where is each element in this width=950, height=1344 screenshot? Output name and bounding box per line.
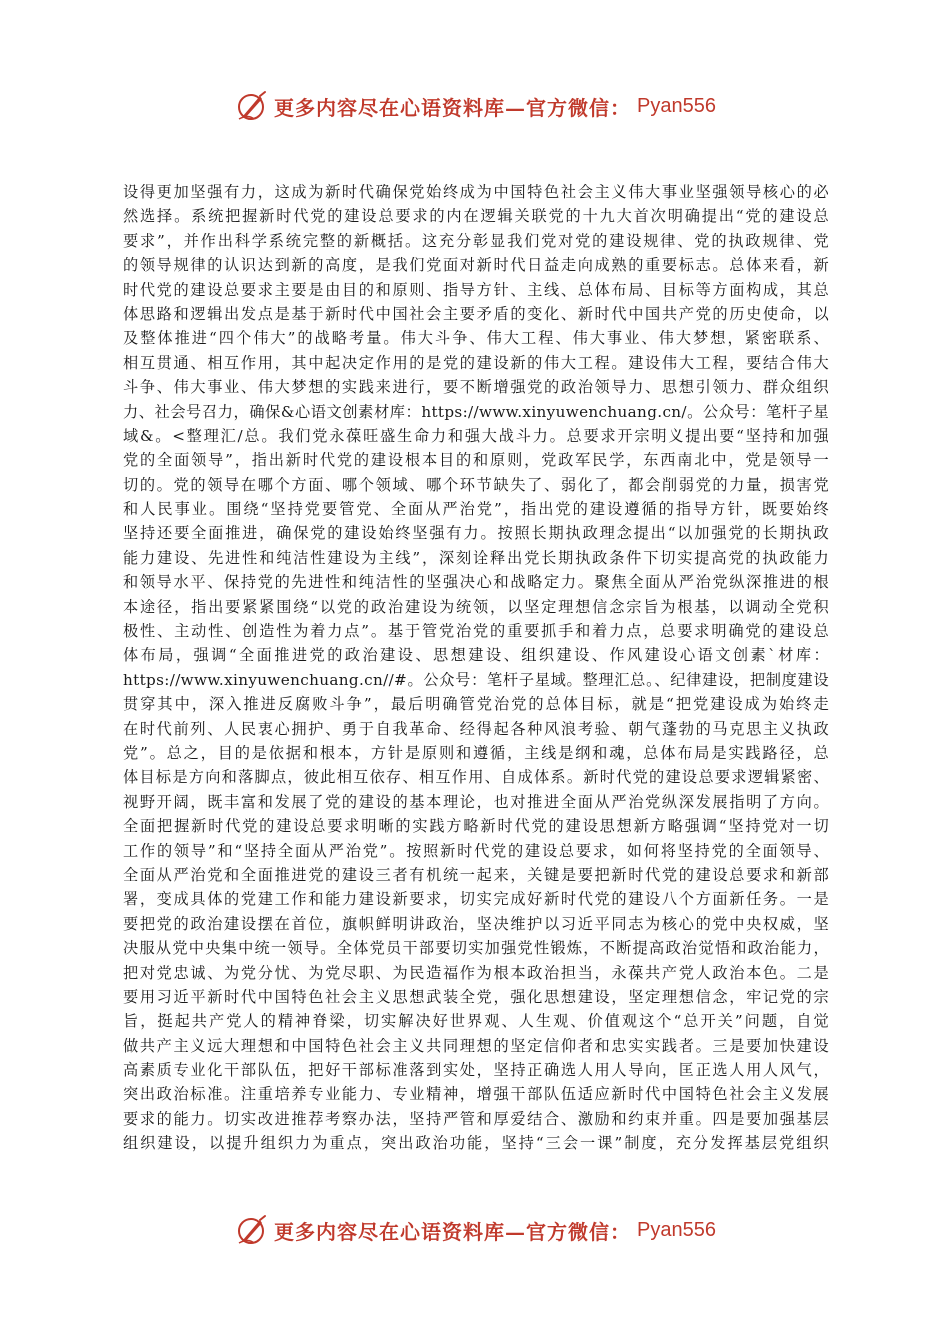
body-text-line: 和领导水平、保持党的先进性和纯洁性的坚强决心和战略定力。聚焦全面从严治党纵深推进的根 [123,573,829,592]
body-text-line: 本途径，指出要紧紧围绕“以党的政治建设为统领，以坚定理想信念宗旨为根基，以调动全党积 [123,597,829,616]
body-text-line: 能力建设、先进性和纯洁性建设为主线”，深刻诠释出党长期执政条件下切实提高党的执政能力 [123,548,829,567]
body-text-line: 要用习近平新时代中国特色社会主义思想武装全党，强化思想建设，坚定理想信念，牢记党的宗 [123,987,829,1006]
body-text-line: 力、社会号召力，确保&心语文创素材库：https://www.xinyuwenchuang.cn/。公众号：笔杆子星 [123,402,829,421]
body-text-line: 体目标是方向和落脚点，彼此相互依存、相互作用、自成体系。新时代党的建设总要求逻辑紧密、 [123,768,829,787]
body-text-line: 坚持还要全面推进，确保党的建设始终坚强有力。按照长期执政理念提出“以加强党的长期执政 [123,524,829,543]
watermark-text: 更多内容尽在心语资料库—官方微信： [274,1219,632,1244]
body-text-line: 突出政治标准。注重培养专业能力、专业精神，增强干部队伍适应新时代中国特色社会主义发展 [123,1085,829,1104]
body-text-line: 要求”，并作出科学系统完整的新概括。这充分彰显我们党对党的建设规律、党的执政规律、党 [123,231,829,250]
body-text-line: 贯穿其中，深入推进反腐败斗争”，最后明确管党治党的总体目标，就是“把党建设成为始终走 [123,695,829,714]
body-text-line: 全面从严治党和全面推进党的建设三者有机统一起来，关键是要把新时代党的建设总要求和新部 [123,865,829,884]
body-text-line: 然选择。系统把握新时代党的建设总要求的内在逻辑关联党的十九大首次明确提出“党的建设总 [123,207,829,226]
body-text-line: 体布局，强调“全面推进党的政治建设、思想建设、组织建设、作风建设心语文创素`材库： [123,646,829,665]
body-text-line: 高素质专业化干部队伍，把好干部标准落到实处，坚持正确选人用人导向，匡正选人用人风气， [123,1061,829,1080]
footer-watermark-banner [0,1210,950,1250]
body-text-line: 时代党的建设总要求主要是由目的和原则、指导方针、主线、总体布局、目标等方面构成，其总 [123,280,829,299]
body-text-line: https://www.xinyuwenchuang.cn//#。公众号：笔杆子星域。整理汇总。、纪律建设，把制度建设 [123,670,829,689]
quill-pen-logo-icon [234,89,268,123]
body-text-line: 斗争、伟大事业、伟大梦想的实践来进行，要不断增强党的政治领导力、思想引领力、群众组织 [123,378,829,397]
body-text-line: 切的。党的领导在哪个方面、哪个领域、哪个环节缺失了、弱化了，都会削弱党的力量，损害党 [123,475,829,494]
body-text-line: 党”。总之，目的是依据和根本，方针是原则和遵循，主线是纲和魂，总体布局是实践路径，总 [123,743,829,762]
body-text-line: 和人民事业。围绕“坚持党要管党、全面从严治党”，指出党的建设遵循的指导方针，既要始终 [123,500,829,519]
body-text-line: 旨，挺起共产党人的精神脊梁，切实解决好世界观、人生观、价值观这个“总开关”问题，自觉 [123,1012,829,1031]
body-text-line: 要把党的政治建设摆在首位，旗帜鲜明讲政治，坚决维护以习近平同志为核心的党中央权威，坚 [123,914,829,933]
body-text-line: 把对党忠诚、为党分忧、为党尽职、为民造福作为根本政治担当，永葆共产党人政治本色。二是 [123,963,829,982]
body-text-line: 体思路和逻辑出发点是基于新时代中国社会主要矛盾的变化、新时代中国共产党的历史使命，以 [123,304,829,323]
body-text-line: 极性、主动性、创造性为着力点”。基于管党治党的重要抓手和着力点，总要求明确党的建设总 [123,622,829,641]
body-text-line: 决服从党中央集中统一领导。全体党员干部要切实加强党性锻炼，不断提高政治觉悟和政治能力， [123,939,829,958]
header-watermark-banner [0,86,950,126]
watermark-wechat-handle: Pyan556 [637,94,716,117]
body-text-line: 工作的领导”和“坚持全面从严治党”。按照新时代党的建设总要求，如何将坚持党的全面领导、 [123,841,829,860]
body-text-line: 视野开阔，既丰富和发展了党的建设的基本理论，也对推进全面从严治党纵深发展指明了方向。 [123,792,829,811]
watermark-text: 更多内容尽在心语资料库—官方微信： [274,95,632,120]
body-text-line: 的领导规律的认识达到新的高度，是我们党面对新时代日益走向成熟的重要标志。总体来看，新 [123,256,829,275]
body-text-line: 署，变成具体的党建工作和能力建设新要求，切实完成好新时代党的建设八个方面新任务。一是 [123,890,829,909]
body-text-line: 全面把握新时代党的建设总要求明晰的实践方略新时代党的建设思想新方略强调“坚持党对一切 [123,817,829,836]
body-text-line: 组织建设，以提升组织力为重点，突出政治功能，坚持“三会一课”制度，充分发挥基层党组织 [123,1134,829,1153]
body-text-line: 党的全面领导”，指出新时代党的建设根本目的和原则，党政军民学，东西南北中，党是领导一 [123,451,829,470]
body-text-line: 设得更加坚强有力，这成为新时代确保党始终成为中国特色社会主义伟大事业坚强领导核心的必 [123,183,829,201]
body-text-line: 及整体推进“四个伟大”的战略考量。伟大斗争、伟大工程、伟大事业、伟大梦想，紧密联系、 [123,329,829,348]
body-text-line: 域&。<整理汇/总。我们党永葆旺盛生命力和强大战斗力。总要求开宗明义提出要“坚持和加强 [123,426,829,445]
document-body [123,180,829,1180]
body-text-line: 要求的能力。切实改进推荐考察办法，坚持严管和厚爱结合、激励和约束并重。四是要加强基层 [123,1109,829,1128]
quill-pen-logo-icon [234,1213,268,1247]
body-text-line: 在时代前列、人民衷心拥护、勇于自我革命、经得起各种风浪考验、朝气蓬勃的马克思主义执政 [123,719,829,738]
body-text-line: 相互贯通、相互作用，其中起决定作用的是党的建设新的伟大工程。建设伟大工程，要结合伟大 [123,353,829,372]
watermark-wechat-handle: Pyan556 [637,1218,716,1241]
body-text-line: 做共产主义远大理想和中国特色社会主义共同理想的坚定信仰者和忠实实践者。三是要加快建设 [123,1036,829,1055]
